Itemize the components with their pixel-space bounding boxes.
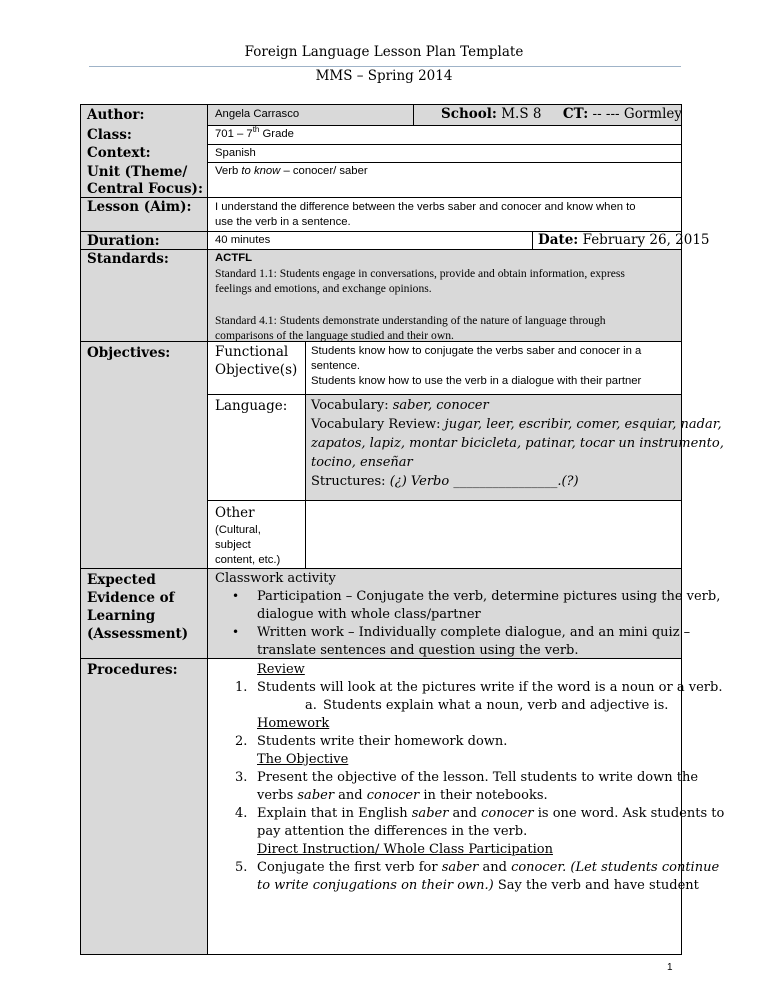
standards-heading: ACTFL — [215, 252, 253, 264]
assessment-bullet-1-cont: dialogue with whole class/partner — [257, 607, 481, 622]
verb-saber: saber — [411, 806, 449, 821]
step-number: 2. — [235, 734, 248, 749]
author-label: Author: — [87, 107, 145, 123]
assessment-bullet-2: Written work – Individually complete dialogue, and an mini quiz – — [257, 625, 691, 640]
section-homework — [257, 715, 329, 733]
structures — [311, 473, 579, 491]
evidence-label-2: Evidence of — [87, 590, 175, 606]
row-line — [207, 125, 682, 126]
objectives-label: Objectives: — [87, 345, 171, 361]
other-sub-1: (Cultural, — [215, 524, 261, 536]
step-number: 4. — [235, 806, 248, 821]
section-homework-text: Homework — [257, 716, 330, 731]
functional-label: Functional — [215, 344, 289, 360]
vocabulary — [311, 397, 489, 415]
verb-saber: saber — [297, 788, 335, 803]
duration-value: 40 minutes — [215, 234, 271, 246]
text: Say the verb and have student — [493, 878, 699, 893]
ct-value: -- --- Gormley — [592, 106, 683, 122]
date-value: February 26, 2015 — [582, 232, 710, 248]
page-title: Foreign Language Lesson Plan Template — [244, 44, 524, 60]
school-value: M.S 8 — [501, 106, 542, 122]
unit-value — [215, 164, 368, 179]
functional-objective-1: Students know how to conjugate the verbs saber and conocer in a — [311, 345, 642, 357]
date-field — [538, 232, 710, 249]
page-subtitle: MMS – Spring 2014 — [315, 68, 453, 84]
bullet-icon: • — [232, 625, 240, 639]
unit-italic: to know — [241, 165, 281, 177]
objectives-subcol-divider — [305, 341, 306, 568]
context-value: Spanish — [215, 147, 256, 159]
unit-label-line2: Central Focus): — [87, 181, 203, 197]
text: in their notebooks. — [419, 788, 548, 803]
procedure-step-5-cont — [257, 877, 699, 895]
vocabulary-review — [311, 416, 722, 434]
vocabulary-review-label: Vocabulary Review: — [311, 417, 445, 432]
vocabulary-review-words: jugar, leer, escribir, comer, esquiar, nadar, — [444, 417, 722, 432]
text: and — [334, 788, 367, 803]
text: and — [478, 860, 512, 875]
standards-label: Standards: — [87, 251, 169, 267]
context-label: Context: — [87, 145, 151, 161]
vocabulary-review-words-2: zapatos, lapiz, montar bicicleta, patinar, tocar un instrumento, — [311, 436, 724, 451]
functional-objective-2: Students know how to use the verb in a dialogue with their partner — [311, 375, 642, 387]
row-line — [80, 249, 682, 250]
language-label: Language: — [215, 398, 288, 414]
verb-conocer: conocer. — [511, 860, 567, 875]
standard-4-1-line2: comparisons of the language studied and their own. — [215, 329, 454, 342]
section-direct-instruction-text: Direct Instruction/ Whole Class Participation — [257, 842, 553, 857]
procedure-step-4-cont: pay attention the differences in the verb. — [257, 824, 528, 839]
evidence-label-3: Learning — [87, 608, 156, 624]
text: Explain that in English — [257, 806, 412, 821]
standard-1-1-line2: feelings and emotions, and exchange opinions. — [215, 282, 432, 295]
evidence-label-4: (Assessment) — [87, 626, 189, 642]
date-divider — [532, 231, 533, 249]
lesson-label: Lesson (Aim): — [87, 199, 192, 215]
class-grade-suffix: th — [252, 125, 260, 135]
date-label: Date: — [538, 232, 579, 248]
assessment-heading: Classwork activity — [215, 571, 336, 586]
procedures-label: Procedures: — [87, 662, 178, 678]
unit-label: Unit (Theme/ — [87, 164, 188, 180]
structures-label: Structures: — [311, 474, 390, 489]
structures-pattern: (¿) Verbo ________________.(?) — [389, 474, 579, 489]
note-italic: to write conjugations on their own.) — [257, 878, 494, 893]
functional-objective-1-cont: sentence. — [311, 360, 360, 372]
class-value — [215, 127, 294, 142]
school-divider — [413, 104, 414, 125]
step-letter: a. — [305, 698, 317, 713]
other-label: Other — [215, 505, 255, 521]
assessment-bullet-1: Participation – Conjugate the verb, determine pictures using the verb, — [257, 589, 721, 604]
row-line — [207, 144, 682, 145]
lesson-aim-line1: I understand the difference between the verbs saber and conocer and know when to — [215, 201, 636, 213]
unit-text: Verb — [215, 165, 242, 177]
procedure-step-5 — [257, 859, 719, 877]
section-objective — [257, 751, 348, 769]
vocabulary-review-line2 — [311, 435, 724, 453]
row-line — [207, 394, 682, 395]
duration-label: Duration: — [87, 233, 160, 249]
section-review-text: Review — [257, 662, 305, 677]
class-grade-word: Grade — [259, 128, 294, 140]
text: and — [448, 806, 482, 821]
page-number: 1 — [667, 962, 673, 973]
text: is one word. Ask students to — [533, 806, 725, 821]
procedure-step-1: Students will look at the pictures write if the word is a noun or a verb. — [257, 680, 723, 695]
section-direct-instruction — [257, 841, 553, 859]
class-label: Class: — [87, 127, 132, 143]
step-number: 3. — [235, 770, 248, 785]
procedure-step-4 — [257, 805, 724, 823]
step-number: 5. — [235, 860, 248, 875]
row-line — [207, 500, 682, 501]
bullet-icon: • — [232, 589, 240, 603]
verb-conocer: conocer — [481, 806, 534, 821]
text: Conjugate the first verb for — [257, 860, 442, 875]
school-label: School: — [441, 106, 497, 122]
procedure-step-3: Present the objective of the lesson. Tell students to write down the — [257, 770, 699, 785]
note-italic: (Let students continue — [566, 860, 720, 875]
other-sub-2: subject — [215, 539, 251, 551]
school-field — [441, 106, 682, 123]
evidence-label-1: Expected — [87, 572, 156, 588]
vocabulary-review-words-3: tocino, enseñar — [311, 455, 413, 470]
vocabulary-label: Vocabulary: — [311, 398, 393, 413]
procedure-step-3-cont — [257, 787, 548, 805]
verb-saber: saber — [441, 860, 479, 875]
header-divider — [89, 66, 681, 67]
row-line — [80, 568, 682, 569]
vocabulary-words: saber, conocer — [392, 398, 489, 413]
step-number: 1. — [235, 680, 248, 695]
ct-label: CT: — [562, 106, 589, 122]
unit-text-end: – conocer/ saber — [280, 165, 368, 177]
verb-conocer: conocer — [366, 788, 420, 803]
procedure-step-2: Students write their homework down. — [257, 734, 508, 749]
standard-1-1-line1: Standard 1.1: Students engage in conversations, provide and obtain information, express — [215, 267, 625, 280]
other-sub-3: content, etc.) — [215, 554, 281, 566]
section-objective-text: The Objective — [257, 752, 349, 767]
section-review — [257, 661, 305, 679]
text: verbs — [257, 788, 298, 803]
vocabulary-review-line3 — [311, 454, 413, 472]
functional-label-line2: Objective(s) — [215, 362, 298, 378]
procedure-step-1a: Students explain what a noun, verb and adjective is. — [323, 698, 669, 713]
row-line — [207, 162, 682, 163]
standard-4-1-line1: Standard 4.1: Students demonstrate understanding of the nature of language through — [215, 314, 606, 327]
lesson-aim-line2: use the verb in a sentence. — [215, 216, 351, 228]
class-grade: 701 – 7 — [215, 128, 253, 140]
author-value: Angela Carrasco — [215, 108, 300, 120]
assessment-bullet-2-cont: translate sentences and question using the verb. — [257, 643, 579, 658]
